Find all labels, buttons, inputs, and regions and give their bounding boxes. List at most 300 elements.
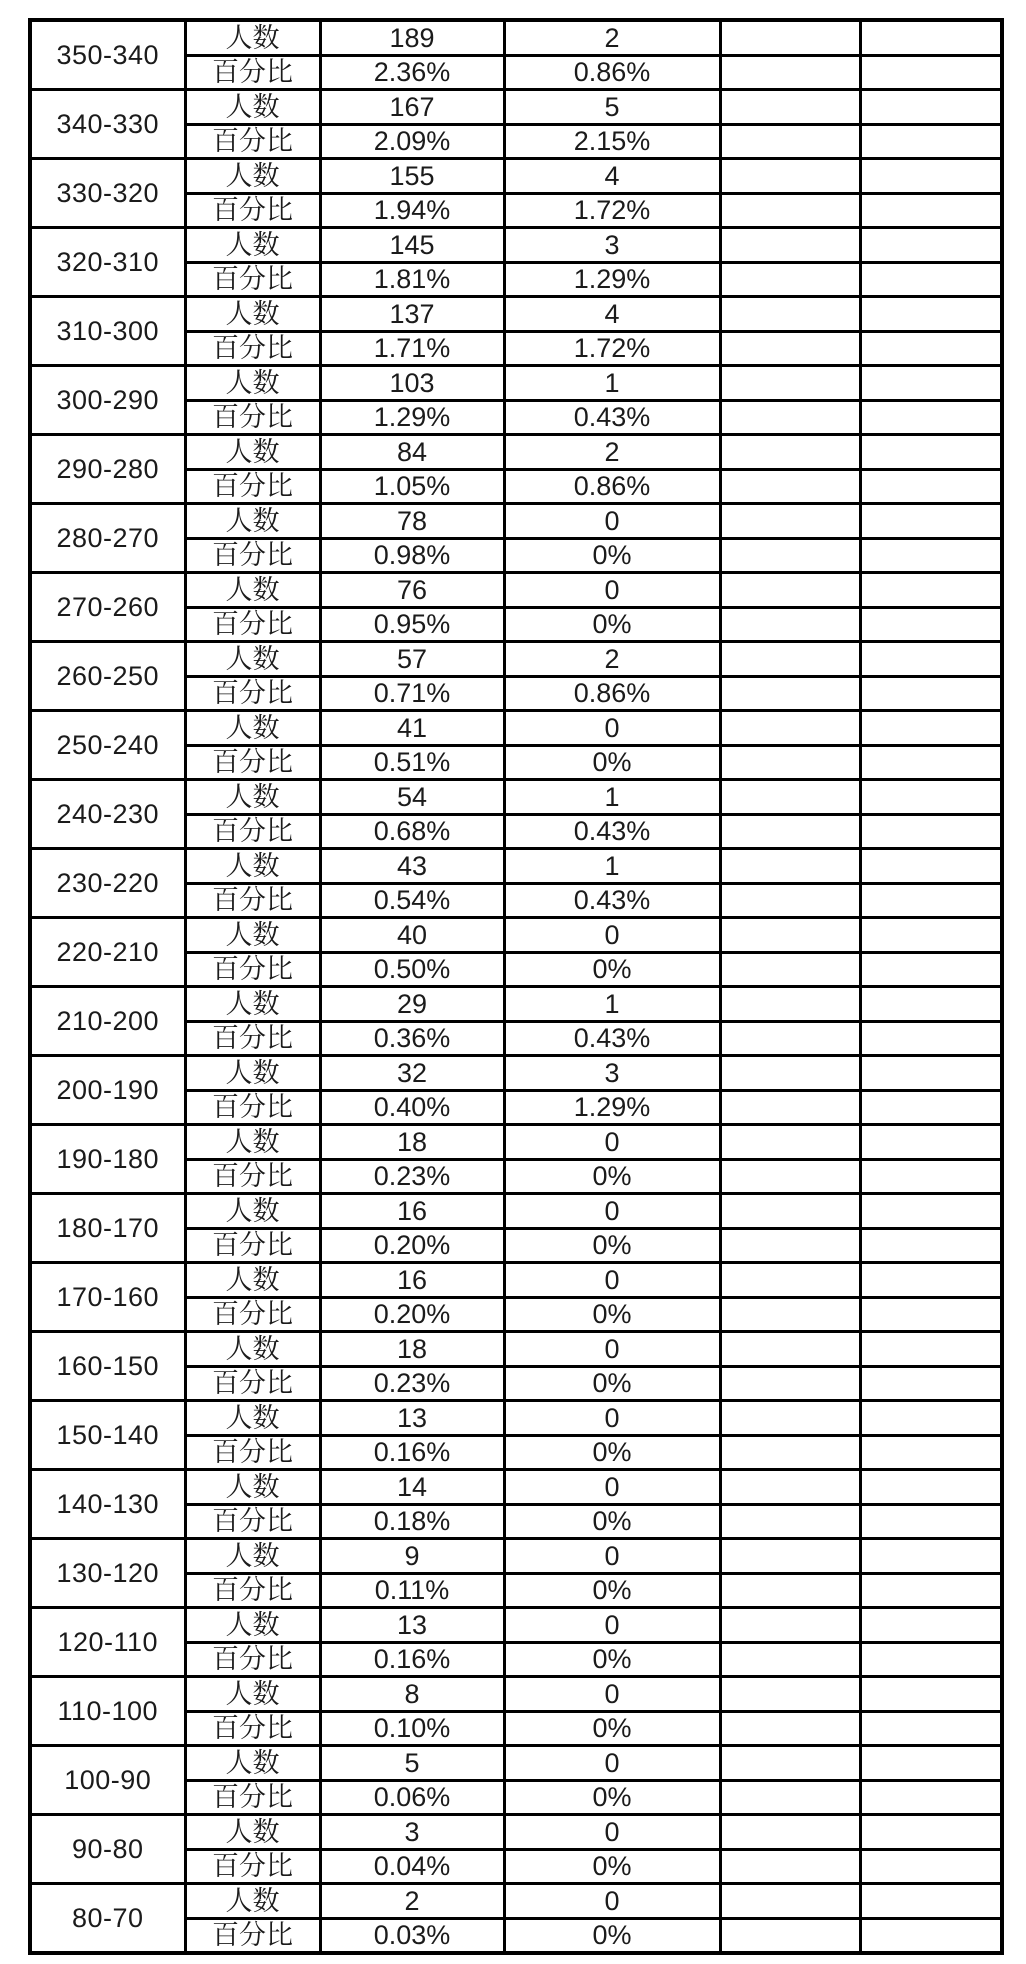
empty-cell-a	[720, 607, 860, 642]
count-value-a-cell: 18	[320, 1125, 504, 1160]
percent-value-b-cell: 1.72%	[504, 193, 720, 228]
percent-value-b-cell: 0.43%	[504, 400, 720, 435]
percent-value-a-cell: 0.71%	[320, 676, 504, 711]
empty-cell-b	[860, 573, 1002, 608]
empty-cell-b	[860, 607, 1002, 642]
empty-cell-b	[860, 1332, 1002, 1367]
count-value-b-cell: 1	[504, 849, 720, 884]
count-label-cell: 人数	[185, 918, 320, 953]
percent-value-a-cell: 0.18%	[320, 1504, 504, 1539]
count-label-cell: 人数	[185, 1056, 320, 1091]
percent-value-b-cell: 0%	[504, 1849, 720, 1884]
empty-cell-a	[720, 1677, 860, 1712]
percent-label-cell: 百分比	[185, 814, 320, 849]
empty-cell-b	[860, 1504, 1002, 1539]
score-range-cell: 160-150	[30, 1332, 185, 1401]
empty-cell-a	[720, 1642, 860, 1677]
count-label-cell: 人数	[185, 1677, 320, 1712]
empty-cell-a	[720, 435, 860, 470]
empty-cell-a	[720, 952, 860, 987]
empty-cell-b	[860, 538, 1002, 573]
count-value-a-cell: 41	[320, 711, 504, 746]
empty-cell-b	[860, 1435, 1002, 1470]
table-row-count	[30, 1401, 1002, 1436]
empty-cell-a	[720, 193, 860, 228]
score-range-cell: 350-340	[30, 20, 185, 90]
empty-cell-b	[860, 435, 1002, 470]
empty-cell-b	[860, 1815, 1002, 1850]
count-value-a-cell: 155	[320, 159, 504, 194]
count-label-cell: 人数	[185, 297, 320, 332]
empty-cell-a	[720, 1263, 860, 1298]
percent-label-cell: 百分比	[185, 1435, 320, 1470]
table-row-count	[30, 1677, 1002, 1712]
score-range-cell: 120-110	[30, 1608, 185, 1677]
table-row-count	[30, 642, 1002, 677]
score-table-body	[30, 20, 1002, 1953]
percent-label-cell: 百分比	[185, 1918, 320, 1953]
score-range-cell: 230-220	[30, 849, 185, 918]
percent-label-cell: 百分比	[185, 1849, 320, 1884]
empty-cell-b	[860, 1263, 1002, 1298]
percent-label-cell: 百分比	[185, 883, 320, 918]
empty-cell-a	[720, 1711, 860, 1746]
percent-value-a-cell: 0.20%	[320, 1297, 504, 1332]
empty-cell-b	[860, 1470, 1002, 1505]
empty-cell-b	[860, 124, 1002, 159]
score-range-cell: 80-70	[30, 1884, 185, 1954]
count-value-b-cell: 2	[504, 642, 720, 677]
count-value-a-cell: 18	[320, 1332, 504, 1367]
count-value-a-cell: 8	[320, 1677, 504, 1712]
count-label-cell: 人数	[185, 435, 320, 470]
percent-value-a-cell: 1.81%	[320, 262, 504, 297]
percent-label-cell: 百分比	[185, 55, 320, 90]
percent-value-b-cell: 1.72%	[504, 331, 720, 366]
count-value-a-cell: 84	[320, 435, 504, 470]
count-label-cell: 人数	[185, 987, 320, 1022]
count-label-cell: 人数	[185, 849, 320, 884]
count-label-cell: 人数	[185, 1194, 320, 1229]
percent-value-b-cell: 0%	[504, 1642, 720, 1677]
empty-cell-a	[720, 745, 860, 780]
empty-cell-a	[720, 1435, 860, 1470]
count-label-cell: 人数	[185, 573, 320, 608]
empty-cell-b	[860, 1642, 1002, 1677]
empty-cell-a	[720, 90, 860, 125]
empty-cell-b	[860, 1159, 1002, 1194]
count-value-a-cell: 14	[320, 1470, 504, 1505]
percent-value-b-cell: 0%	[504, 1918, 720, 1953]
percent-value-b-cell: 0.43%	[504, 883, 720, 918]
count-label-cell: 人数	[185, 1539, 320, 1574]
percent-value-a-cell: 0.68%	[320, 814, 504, 849]
empty-cell-b	[860, 1366, 1002, 1401]
score-range-cell: 220-210	[30, 918, 185, 987]
percent-value-a-cell: 0.50%	[320, 952, 504, 987]
count-label-cell: 人数	[185, 780, 320, 815]
table-row-count	[30, 849, 1002, 884]
table-row-count	[30, 1815, 1002, 1850]
count-value-b-cell: 0	[504, 1194, 720, 1229]
table-row-count	[30, 1125, 1002, 1160]
empty-cell-b	[860, 849, 1002, 884]
percent-label-cell: 百分比	[185, 469, 320, 504]
score-range-cell: 190-180	[30, 1125, 185, 1194]
count-value-b-cell: 0	[504, 1332, 720, 1367]
percent-value-b-cell: 0.86%	[504, 469, 720, 504]
score-range-cell: 150-140	[30, 1401, 185, 1470]
percent-value-a-cell: 2.09%	[320, 124, 504, 159]
table-row-count	[30, 20, 1002, 55]
empty-cell-a	[720, 1332, 860, 1367]
table-row-count	[30, 228, 1002, 263]
percent-label-cell: 百分比	[185, 124, 320, 159]
empty-cell-a	[720, 159, 860, 194]
table-row-count	[30, 297, 1002, 332]
percent-value-b-cell: 0%	[504, 1366, 720, 1401]
count-label-cell: 人数	[185, 20, 320, 55]
empty-cell-a	[720, 297, 860, 332]
score-range-cell: 200-190	[30, 1056, 185, 1125]
empty-cell-b	[860, 918, 1002, 953]
count-value-a-cell: 57	[320, 642, 504, 677]
count-value-a-cell: 103	[320, 366, 504, 401]
empty-cell-a	[720, 20, 860, 55]
count-value-b-cell: 0	[504, 1815, 720, 1850]
percent-label-cell: 百分比	[185, 1780, 320, 1815]
count-value-b-cell: 0	[504, 573, 720, 608]
empty-cell-a	[720, 987, 860, 1022]
empty-cell-b	[860, 711, 1002, 746]
empty-cell-b	[860, 952, 1002, 987]
empty-cell-b	[860, 1884, 1002, 1919]
empty-cell-b	[860, 504, 1002, 539]
percent-value-a-cell: 0.16%	[320, 1642, 504, 1677]
percent-value-a-cell: 0.23%	[320, 1159, 504, 1194]
empty-cell-b	[860, 400, 1002, 435]
score-range-cell: 130-120	[30, 1539, 185, 1608]
percent-label-cell: 百分比	[185, 1573, 320, 1608]
count-value-a-cell: 16	[320, 1263, 504, 1298]
score-range-cell: 210-200	[30, 987, 185, 1056]
count-value-b-cell: 0	[504, 1401, 720, 1436]
table-row-count	[30, 1332, 1002, 1367]
count-value-b-cell: 1	[504, 780, 720, 815]
empty-cell-a	[720, 1090, 860, 1125]
table-row-count	[30, 711, 1002, 746]
count-label-cell: 人数	[185, 1125, 320, 1160]
empty-cell-b	[860, 1918, 1002, 1953]
count-value-a-cell: 13	[320, 1401, 504, 1436]
percent-label-cell: 百分比	[185, 1642, 320, 1677]
count-label-cell: 人数	[185, 159, 320, 194]
count-value-a-cell: 40	[320, 918, 504, 953]
empty-cell-b	[860, 20, 1002, 55]
count-value-a-cell: 189	[320, 20, 504, 55]
count-label-cell: 人数	[185, 90, 320, 125]
empty-cell-b	[860, 331, 1002, 366]
empty-cell-b	[860, 90, 1002, 125]
percent-value-b-cell: 0%	[504, 745, 720, 780]
table-row-count	[30, 780, 1002, 815]
percent-label-cell: 百分比	[185, 1090, 320, 1125]
percent-value-b-cell: 1.29%	[504, 262, 720, 297]
percent-value-a-cell: 0.95%	[320, 607, 504, 642]
empty-cell-a	[720, 711, 860, 746]
empty-cell-a	[720, 469, 860, 504]
empty-cell-a	[720, 262, 860, 297]
empty-cell-a	[720, 1608, 860, 1643]
empty-cell-b	[860, 1573, 1002, 1608]
count-label-cell: 人数	[185, 228, 320, 263]
empty-cell-a	[720, 1504, 860, 1539]
percent-label-cell: 百分比	[185, 1228, 320, 1263]
percent-value-b-cell: 0.86%	[504, 676, 720, 711]
percent-value-a-cell: 0.16%	[320, 1435, 504, 1470]
score-distribution-table	[28, 18, 1004, 1955]
percent-value-a-cell: 2.36%	[320, 55, 504, 90]
percent-value-a-cell: 1.71%	[320, 331, 504, 366]
empty-cell-b	[860, 193, 1002, 228]
table-row-count	[30, 987, 1002, 1022]
empty-cell-b	[860, 1539, 1002, 1574]
percent-label-cell: 百分比	[185, 262, 320, 297]
percent-value-a-cell: 0.51%	[320, 745, 504, 780]
percent-value-b-cell: 0%	[504, 607, 720, 642]
empty-cell-b	[860, 55, 1002, 90]
table-row-count	[30, 1056, 1002, 1091]
score-range-cell: 290-280	[30, 435, 185, 504]
empty-cell-a	[720, 228, 860, 263]
count-label-cell: 人数	[185, 1884, 320, 1919]
empty-cell-a	[720, 55, 860, 90]
empty-cell-b	[860, 1021, 1002, 1056]
empty-cell-a	[720, 1297, 860, 1332]
empty-cell-b	[860, 1297, 1002, 1332]
count-value-b-cell: 2	[504, 435, 720, 470]
count-value-b-cell: 0	[504, 1125, 720, 1160]
empty-cell-a	[720, 883, 860, 918]
empty-cell-a	[720, 331, 860, 366]
empty-cell-a	[720, 1021, 860, 1056]
empty-cell-a	[720, 1056, 860, 1091]
count-value-a-cell: 145	[320, 228, 504, 263]
count-value-a-cell: 29	[320, 987, 504, 1022]
count-value-b-cell: 4	[504, 159, 720, 194]
percent-value-a-cell: 1.29%	[320, 400, 504, 435]
count-value-b-cell: 1	[504, 987, 720, 1022]
count-value-b-cell: 0	[504, 1884, 720, 1919]
percent-label-cell: 百分比	[185, 1297, 320, 1332]
count-value-b-cell: 0	[504, 711, 720, 746]
table-row-count	[30, 573, 1002, 608]
count-value-b-cell: 0	[504, 1539, 720, 1574]
count-value-a-cell: 2	[320, 1884, 504, 1919]
score-range-cell: 100-90	[30, 1746, 185, 1815]
percent-value-b-cell: 0%	[504, 1573, 720, 1608]
count-label-cell: 人数	[185, 1608, 320, 1643]
table-row-count	[30, 1194, 1002, 1229]
percent-label-cell: 百分比	[185, 1159, 320, 1194]
score-range-cell: 170-160	[30, 1263, 185, 1332]
count-value-a-cell: 16	[320, 1194, 504, 1229]
empty-cell-a	[720, 676, 860, 711]
table-row-count	[30, 1539, 1002, 1574]
empty-cell-a	[720, 538, 860, 573]
empty-cell-a	[720, 366, 860, 401]
empty-cell-b	[860, 1780, 1002, 1815]
count-value-a-cell: 9	[320, 1539, 504, 1574]
empty-cell-b	[860, 1608, 1002, 1643]
percent-label-cell: 百分比	[185, 400, 320, 435]
empty-cell-a	[720, 1746, 860, 1781]
percent-label-cell: 百分比	[185, 676, 320, 711]
percent-value-b-cell: 0.86%	[504, 55, 720, 90]
count-value-a-cell: 5	[320, 1746, 504, 1781]
empty-cell-b	[860, 159, 1002, 194]
score-range-cell: 260-250	[30, 642, 185, 711]
percent-value-b-cell: 0.43%	[504, 814, 720, 849]
table-row-count	[30, 435, 1002, 470]
score-range-cell: 340-330	[30, 90, 185, 159]
count-value-a-cell: 137	[320, 297, 504, 332]
percent-label-cell: 百分比	[185, 1711, 320, 1746]
score-range-cell: 90-80	[30, 1815, 185, 1884]
table-row-count	[30, 1884, 1002, 1919]
count-value-a-cell: 167	[320, 90, 504, 125]
count-value-b-cell: 3	[504, 1056, 720, 1091]
empty-cell-a	[720, 1884, 860, 1919]
count-label-cell: 人数	[185, 1746, 320, 1781]
percent-value-b-cell: 2.15%	[504, 124, 720, 159]
empty-cell-a	[720, 1780, 860, 1815]
empty-cell-a	[720, 573, 860, 608]
score-range-cell: 280-270	[30, 504, 185, 573]
empty-cell-a	[720, 1849, 860, 1884]
score-range-cell: 250-240	[30, 711, 185, 780]
empty-cell-b	[860, 642, 1002, 677]
count-value-b-cell: 0	[504, 1608, 720, 1643]
count-value-b-cell: 3	[504, 228, 720, 263]
score-range-cell: 240-230	[30, 780, 185, 849]
percent-value-a-cell: 1.94%	[320, 193, 504, 228]
percent-value-b-cell: 0%	[504, 1780, 720, 1815]
count-value-b-cell: 0	[504, 918, 720, 953]
percent-value-b-cell: 0%	[504, 952, 720, 987]
count-value-b-cell: 0	[504, 1263, 720, 1298]
percent-value-b-cell: 0%	[504, 1159, 720, 1194]
empty-cell-a	[720, 124, 860, 159]
table-row-count	[30, 366, 1002, 401]
empty-cell-b	[860, 1677, 1002, 1712]
count-label-cell: 人数	[185, 642, 320, 677]
table-row-count	[30, 504, 1002, 539]
count-value-b-cell: 0	[504, 504, 720, 539]
count-value-b-cell: 0	[504, 1746, 720, 1781]
count-label-cell: 人数	[185, 1401, 320, 1436]
percent-label-cell: 百分比	[185, 538, 320, 573]
empty-cell-a	[720, 400, 860, 435]
percent-value-a-cell: 1.05%	[320, 469, 504, 504]
empty-cell-a	[720, 1470, 860, 1505]
count-label-cell: 人数	[185, 711, 320, 746]
percent-value-b-cell: 0%	[504, 1228, 720, 1263]
count-value-a-cell: 32	[320, 1056, 504, 1091]
percent-value-b-cell: 0.43%	[504, 1021, 720, 1056]
empty-cell-a	[720, 1815, 860, 1850]
table-row-count	[30, 1263, 1002, 1298]
count-value-a-cell: 54	[320, 780, 504, 815]
table-row-count	[30, 918, 1002, 953]
percent-value-a-cell: 0.36%	[320, 1021, 504, 1056]
score-range-cell: 300-290	[30, 366, 185, 435]
table-row-count	[30, 1746, 1002, 1781]
count-label-cell: 人数	[185, 504, 320, 539]
score-range-cell: 140-130	[30, 1470, 185, 1539]
empty-cell-a	[720, 642, 860, 677]
percent-label-cell: 百分比	[185, 193, 320, 228]
score-range-cell: 310-300	[30, 297, 185, 366]
count-value-a-cell: 3	[320, 1815, 504, 1850]
empty-cell-b	[860, 262, 1002, 297]
score-range-cell: 320-310	[30, 228, 185, 297]
percent-value-a-cell: 0.06%	[320, 1780, 504, 1815]
count-value-b-cell: 5	[504, 90, 720, 125]
table-row-count	[30, 159, 1002, 194]
table-row-count	[30, 1608, 1002, 1643]
count-value-b-cell: 0	[504, 1677, 720, 1712]
empty-cell-a	[720, 1401, 860, 1436]
percent-value-a-cell: 0.03%	[320, 1918, 504, 1953]
empty-cell-a	[720, 780, 860, 815]
empty-cell-b	[860, 366, 1002, 401]
empty-cell-a	[720, 1125, 860, 1160]
empty-cell-a	[720, 1573, 860, 1608]
empty-cell-b	[860, 676, 1002, 711]
empty-cell-a	[720, 1194, 860, 1229]
score-range-cell: 270-260	[30, 573, 185, 642]
empty-cell-b	[860, 987, 1002, 1022]
empty-cell-a	[720, 1366, 860, 1401]
empty-cell-b	[860, 883, 1002, 918]
empty-cell-b	[860, 1090, 1002, 1125]
empty-cell-b	[860, 1125, 1002, 1160]
percent-value-b-cell: 0%	[504, 1435, 720, 1470]
count-value-a-cell: 13	[320, 1608, 504, 1643]
empty-cell-a	[720, 1159, 860, 1194]
count-label-cell: 人数	[185, 1815, 320, 1850]
score-range-cell: 180-170	[30, 1194, 185, 1263]
percent-value-a-cell: 0.10%	[320, 1711, 504, 1746]
count-value-a-cell: 78	[320, 504, 504, 539]
empty-cell-a	[720, 918, 860, 953]
table-row-count	[30, 1470, 1002, 1505]
empty-cell-a	[720, 814, 860, 849]
empty-cell-a	[720, 1539, 860, 1574]
percent-label-cell: 百分比	[185, 331, 320, 366]
count-label-cell: 人数	[185, 1263, 320, 1298]
empty-cell-a	[720, 1228, 860, 1263]
count-value-b-cell: 4	[504, 297, 720, 332]
percent-label-cell: 百分比	[185, 1504, 320, 1539]
empty-cell-b	[860, 814, 1002, 849]
count-label-cell: 人数	[185, 1470, 320, 1505]
empty-cell-a	[720, 849, 860, 884]
percent-value-a-cell: 0.23%	[320, 1366, 504, 1401]
empty-cell-a	[720, 1918, 860, 1953]
count-value-b-cell: 2	[504, 20, 720, 55]
